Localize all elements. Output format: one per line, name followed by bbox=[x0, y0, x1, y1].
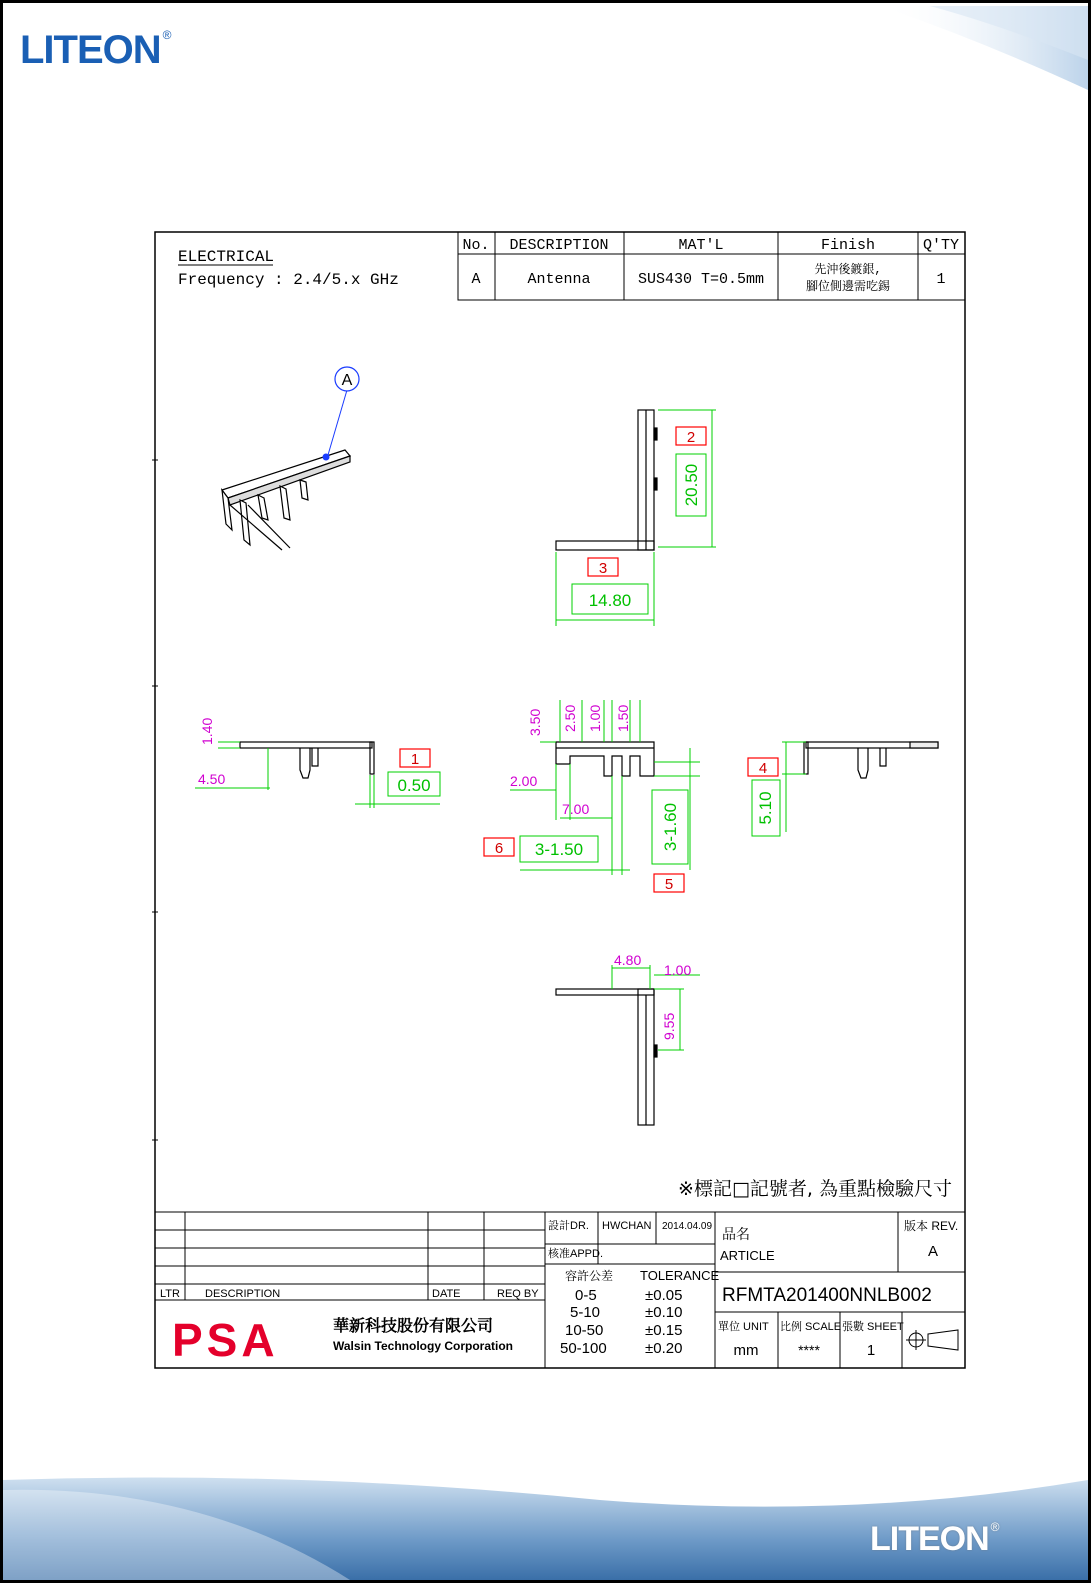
psa-logo: PSA bbox=[172, 1314, 279, 1366]
tol-value-0: ±0.05 bbox=[645, 1287, 683, 1304]
key-id-2: 2 bbox=[686, 429, 696, 446]
dim-plain-7: 2.00 bbox=[510, 773, 538, 789]
bom-row-material: SUS430 T=0.5mm bbox=[637, 271, 765, 288]
callout-a bbox=[323, 367, 360, 461]
bom-header-qty: Q'TY bbox=[922, 237, 960, 254]
company-name-en: Walsin Technology Corporation bbox=[333, 1339, 513, 1353]
dim-d1-value: 0.50 bbox=[397, 776, 431, 795]
tb-rev-label: 版本 REV. bbox=[904, 1219, 959, 1233]
bottom-view bbox=[556, 989, 657, 1125]
tb-unit-label: 單位 UNIT bbox=[718, 1321, 769, 1333]
liteon-logo-bottom: LITEON ® bbox=[870, 1520, 999, 1558]
key-id-3: 3 bbox=[598, 560, 608, 577]
tol-range-2: 10-50 bbox=[565, 1322, 604, 1339]
tb-date-label: DATE bbox=[432, 1288, 461, 1300]
tb-approved-label: 核准APPD. bbox=[548, 1248, 604, 1260]
bom-header-material: MAT'L bbox=[678, 237, 724, 254]
tol-value-2: ±0.15 bbox=[645, 1322, 683, 1339]
top-view bbox=[556, 410, 657, 550]
tb-tolerance-cn: 容許公差 bbox=[565, 1269, 614, 1283]
key-id-6: 6 bbox=[494, 840, 504, 857]
key-id-4: 4 bbox=[758, 760, 768, 777]
bom-header-no: No. bbox=[462, 237, 490, 254]
tb-scale-label: 比例 SCALE bbox=[780, 1321, 842, 1333]
dim-d5-value: 3-1.60 bbox=[661, 802, 680, 852]
tol-value-1: ±0.10 bbox=[645, 1304, 683, 1321]
tol-value-3: ±0.20 bbox=[645, 1340, 683, 1357]
tb-tolerance-label: TOLERANCE bbox=[640, 1268, 720, 1283]
bom-row-qty: 1 bbox=[936, 271, 946, 288]
tb-unit: mm bbox=[733, 1342, 759, 1359]
callout-a-label: A bbox=[341, 372, 353, 389]
dim-plain-5: 1.00 bbox=[587, 704, 603, 732]
bom-row-finish-1: 先沖後鍍銀, bbox=[814, 263, 882, 277]
front-view bbox=[556, 742, 654, 776]
projection-symbol-icon bbox=[906, 1330, 958, 1350]
bom-row-finish-2: 腳位側邊需吃錫 bbox=[805, 280, 891, 294]
tb-part-number: RFMTA201400NNLB002 bbox=[722, 1285, 932, 1306]
tol-range-3: 50-100 bbox=[560, 1340, 607, 1357]
bom-header-description: DESCRIPTION bbox=[509, 237, 609, 254]
dim-d2-value: 20.50 bbox=[682, 463, 701, 507]
dim-plain-10: 1.00 bbox=[664, 962, 692, 978]
dim-plain-2: 4.50 bbox=[198, 771, 226, 787]
tol-range-1: 5-10 bbox=[570, 1304, 601, 1321]
tb-ltr: LTR bbox=[160, 1288, 180, 1300]
bom-header-finish: Finish bbox=[820, 237, 876, 254]
dim-plain-3: 3.50 bbox=[527, 708, 543, 736]
left-view bbox=[240, 742, 374, 778]
key-id-5: 5 bbox=[664, 876, 674, 893]
dim-plain-4: 2.50 bbox=[562, 704, 578, 732]
bom-row-no: A bbox=[471, 271, 481, 288]
electrical-title: ELECTRICAL bbox=[178, 248, 275, 266]
tb-description: DESCRIPTION bbox=[205, 1288, 281, 1300]
tb-sheet: 1 bbox=[866, 1342, 876, 1359]
dim-plain-11: 9.55 bbox=[661, 1012, 677, 1040]
liteon-logo-top: LITEON ® bbox=[20, 28, 171, 72]
dim-plain-9: 4.80 bbox=[614, 952, 642, 968]
tb-sheet-label: 張數 SHEET bbox=[842, 1321, 904, 1333]
dim-plain-1: 1.40 bbox=[199, 717, 215, 745]
dim-plain-6: 1.50 bbox=[615, 704, 631, 732]
company-name-cn: 華新科技股份有限公司 bbox=[333, 1316, 494, 1335]
isometric-view bbox=[222, 450, 350, 550]
tb-req-by: REQ BY bbox=[497, 1288, 539, 1300]
bom-row-description: Antenna bbox=[527, 271, 591, 288]
tb-date: 2014.04.09 bbox=[662, 1221, 713, 1232]
tb-designer: HWCHAN bbox=[602, 1220, 652, 1232]
dim-d3-value: 14.80 bbox=[588, 591, 632, 610]
key-id-1: 1 bbox=[410, 751, 420, 768]
tol-range-0: 0-5 bbox=[575, 1287, 597, 1304]
dim-d6-value: 3-1.50 bbox=[534, 840, 584, 859]
right-view bbox=[804, 742, 938, 778]
dim-d4-value: 5.10 bbox=[756, 791, 775, 825]
tb-article-label: ARTICLE bbox=[720, 1248, 775, 1263]
tb-designed-label: 設計DR. bbox=[548, 1220, 589, 1232]
inspection-note: ※標記□記號者, 為重點檢驗尺寸 bbox=[678, 1178, 952, 1200]
tb-scale: **** bbox=[798, 1342, 820, 1358]
dim-plain-8: 7.00 bbox=[562, 801, 590, 817]
tb-rev: A bbox=[927, 1243, 939, 1260]
tb-article-cn: 品名 bbox=[722, 1226, 750, 1242]
frequency-text: Frequency : 2.4/5.x GHz bbox=[178, 271, 399, 289]
